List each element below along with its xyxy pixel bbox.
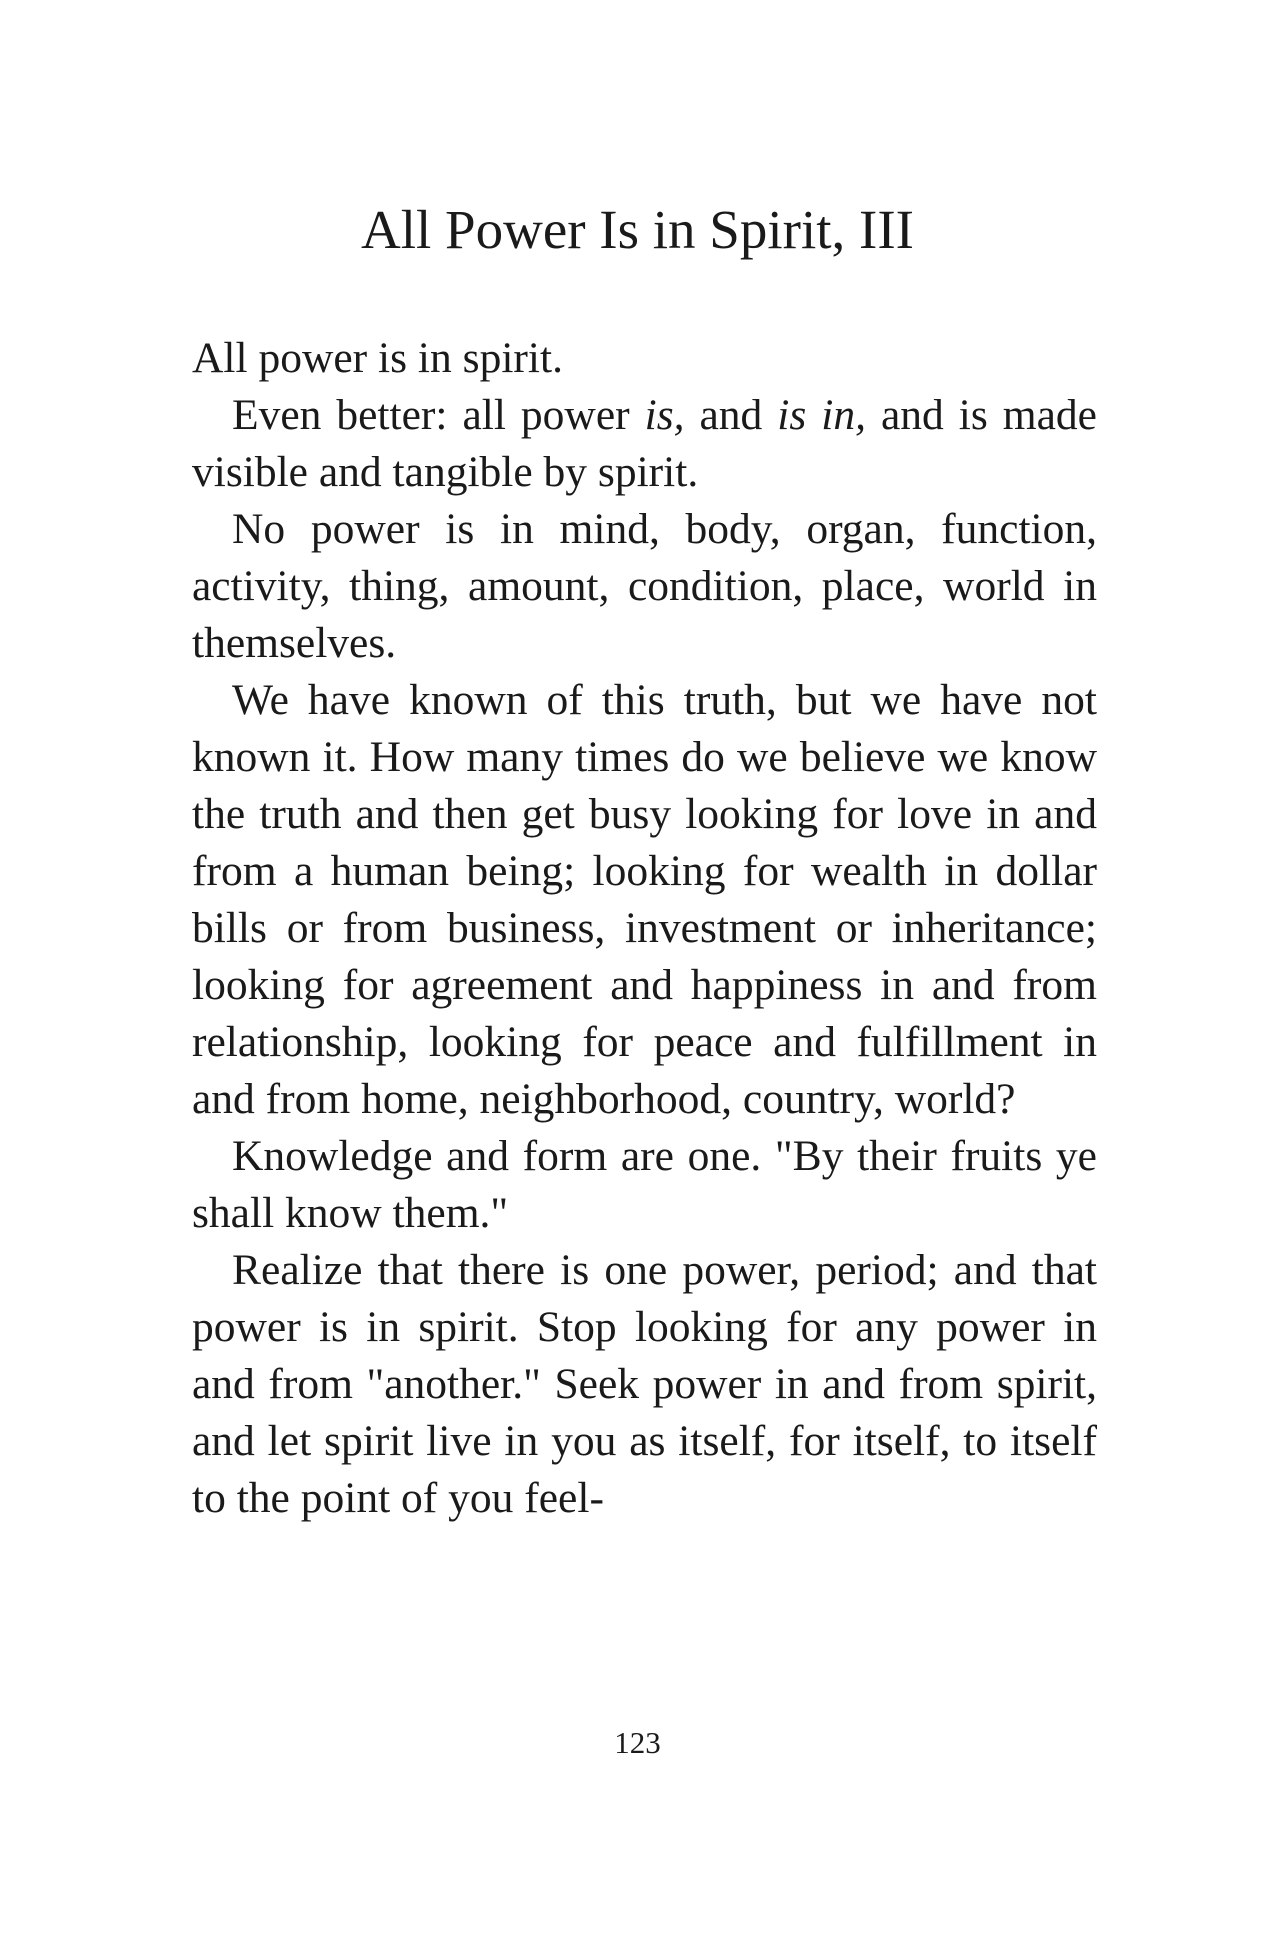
- text-segment: Knowledge and form are one. "By their fruits ye shall know them.": [192, 1132, 1097, 1237]
- text-segment: Realize that there is one power, period; and that power is in spirit. Stop looking for any power in and from "another." Seek power in and from spirit, and let spirit live in you as itself, for itself, to itself to the point of you feel-: [192, 1246, 1097, 1522]
- paragraph: [192, 1242, 1097, 1527]
- text-segment: Even better: all power: [232, 391, 645, 439]
- paragraph: [192, 1128, 1097, 1242]
- text-segment: and: [684, 391, 778, 439]
- paragraph: [192, 672, 1097, 1128]
- paragraph: [192, 387, 1097, 501]
- text-segment: We have known of this truth, but we have not known it. How many times do we believe we know the truth and then get busy looking for love in and from a human being; looking for wealth in dollar bills or from business, investment or inheritance; looking for agreement and happiness in and from relationship, looking for peace and fulfillment in and from home, neighborhood, country, world?: [192, 676, 1097, 1123]
- italic-segment: is,: [644, 391, 685, 439]
- text-segment: and is made visible and tangible by spirit.: [192, 391, 1097, 496]
- text-segment: No power is in mind, body, organ, function, activity, thing, amount, condition, place, world in themselves.: [192, 505, 1097, 667]
- page-number: 123: [614, 1725, 661, 1760]
- text-segment: All power is in spirit.: [192, 334, 563, 382]
- italic-segment: is in,: [777, 391, 867, 439]
- paragraph: [192, 501, 1097, 672]
- body-text: [192, 330, 1097, 1527]
- page-title: All Power Is in Spirit, III: [360, 199, 914, 260]
- paragraph: [192, 330, 1097, 387]
